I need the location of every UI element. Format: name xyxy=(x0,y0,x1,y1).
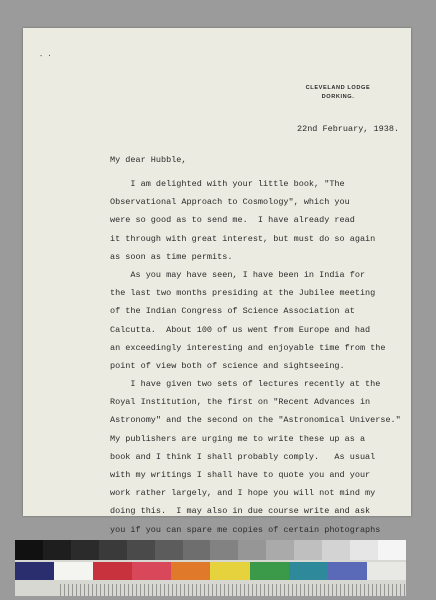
letter-line: Calcutta. About 100 of us went from Europe and had xyxy=(110,324,371,335)
color-strip xyxy=(15,562,406,580)
letter-line: work rather largely, and I hope you will not mind my xyxy=(110,488,376,499)
gray-swatch xyxy=(183,540,211,560)
color-calibration-card xyxy=(15,540,406,596)
letter-line: I have given two sets of lectures recently at the xyxy=(110,379,381,390)
letter-line: book and I think I shall probably comply. As usual xyxy=(110,451,376,462)
gray-swatch xyxy=(322,540,350,560)
letter-line: an exceedingly interesting and enjoyable time from the xyxy=(110,342,386,353)
gray-swatch xyxy=(71,540,99,560)
gray-swatch xyxy=(155,540,183,560)
letter-page xyxy=(23,28,411,535)
gray-swatch xyxy=(99,540,127,560)
letter-line: it through with great interest, but must do so again xyxy=(110,233,376,244)
letter-line: My publishers are urging me to write these up as a xyxy=(110,433,366,444)
color-swatch xyxy=(289,562,328,580)
letter-line: were so good as to send me. I have already read xyxy=(110,215,355,226)
gray-swatch xyxy=(15,540,43,560)
letter-line: you if you can spare me copies of certain photographs xyxy=(110,524,381,535)
color-swatch xyxy=(210,562,249,580)
letter-line: with my writings I shall have to quote you and your xyxy=(110,470,371,480)
letter-line: Royal Institution, the first on "Recent Advances in xyxy=(110,397,371,408)
gray-swatch xyxy=(378,540,406,560)
gray-swatch xyxy=(127,540,155,560)
gray-swatch xyxy=(266,540,294,560)
grayscale-strip xyxy=(15,540,406,560)
letter-line: as soon as time permits. xyxy=(110,251,233,262)
letter-line: doing this. I may also in due course write and ask xyxy=(110,506,371,517)
letter-date: 22nd February, 1938. xyxy=(297,124,400,134)
gray-swatch xyxy=(350,540,378,560)
color-swatch xyxy=(132,562,171,580)
color-swatch xyxy=(250,562,289,580)
ruler-scale xyxy=(60,584,406,596)
letterhead-line1: CLEVELAND LODGE xyxy=(305,85,371,91)
gray-swatch xyxy=(43,540,71,560)
letter-line: Observational Approach to Cosmology", which you xyxy=(110,197,350,208)
letter-line: I am delighted with your little book, "The xyxy=(110,179,345,189)
letter-line: point of view both of science and sightseeing. xyxy=(110,360,345,371)
letter-line: the last two months presiding at the Jubilee meeting xyxy=(110,288,376,299)
letter-line: Astronomy" and the second on the "Astronomical Universe." xyxy=(110,415,401,426)
gray-swatch xyxy=(238,540,266,560)
color-swatch xyxy=(54,562,93,580)
color-swatch xyxy=(93,562,132,580)
color-swatch xyxy=(171,562,210,580)
color-swatch xyxy=(15,562,54,580)
gray-swatch xyxy=(210,540,238,560)
letter-line: of the Indian Congress of Science Association at xyxy=(110,306,355,317)
letterhead-line2: DORKING. xyxy=(321,94,355,100)
gray-swatch xyxy=(294,540,322,560)
salutation: My dear Hubble, xyxy=(110,155,187,165)
letter-line: As you may have seen, I have been in India for xyxy=(110,269,366,280)
color-swatch xyxy=(328,562,367,580)
letter-body xyxy=(110,175,401,557)
color-swatch xyxy=(367,562,406,580)
letterhead xyxy=(293,84,383,102)
corner-mark: - · xyxy=(39,52,52,60)
